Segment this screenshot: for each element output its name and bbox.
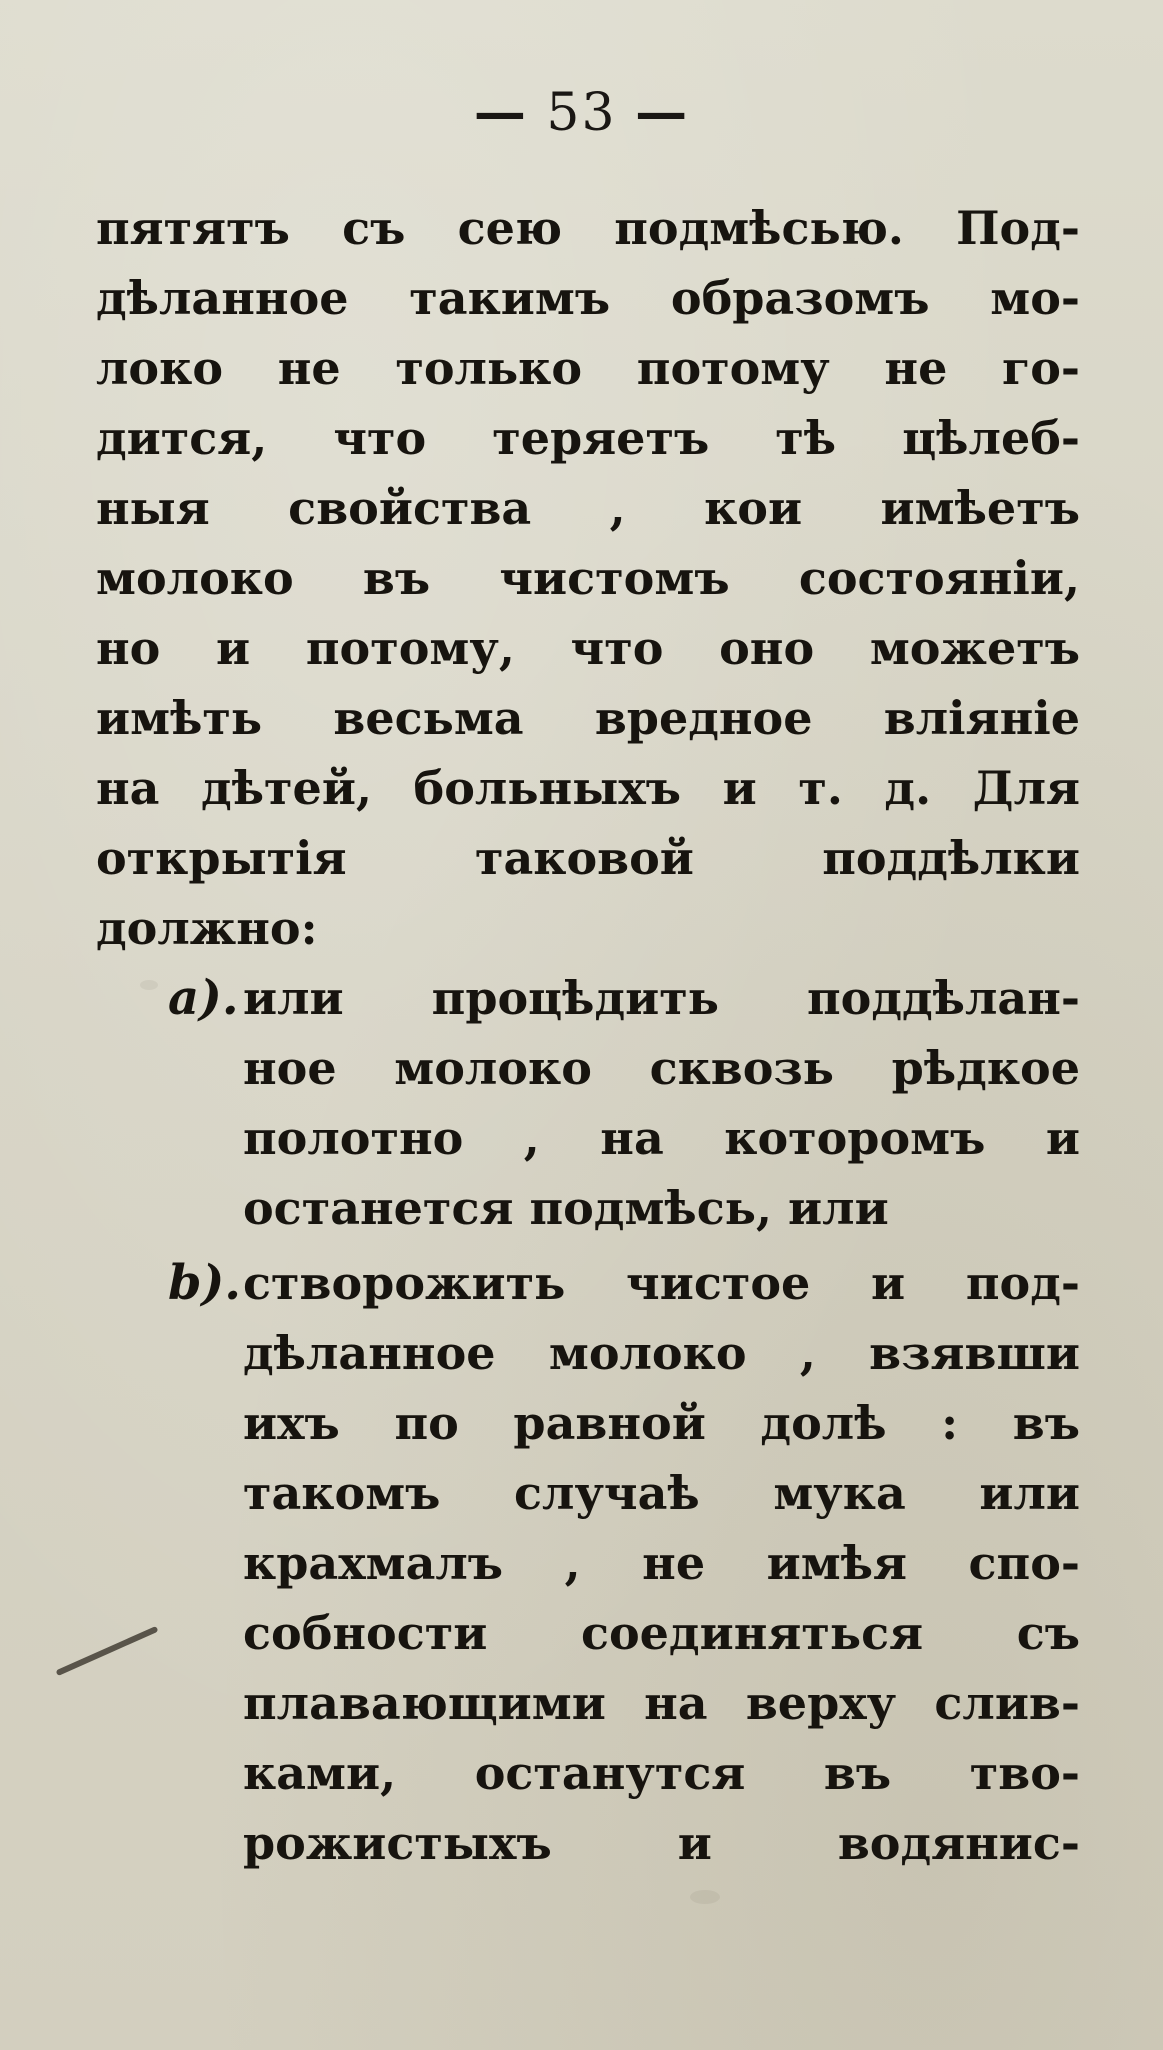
page-number-value: 53 xyxy=(546,83,617,143)
list-item-line: такомъ случаѣ мука или xyxy=(243,1466,1080,1520)
list-item-line: ихъ по равной долѣ : въ xyxy=(243,1396,1080,1450)
list-item-line: створожить чистое и под- xyxy=(243,1256,1080,1310)
list-marker-a: a). xyxy=(168,970,239,1026)
list-item-line: останется подмѣсь, или xyxy=(243,1181,889,1235)
text-line: но и потому, что оно можетъ xyxy=(96,621,1080,675)
text-line: ныя свойства , кои имѣетъ xyxy=(96,481,1080,535)
text-line: открытія таковой поддѣлки xyxy=(96,831,1080,885)
list-item-line: рожистыхъ и водянис- xyxy=(243,1816,1080,1870)
list-item-line: собности соединяться съ xyxy=(243,1606,1080,1660)
text-line: дится, что теряетъ тѣ цѣлеб- xyxy=(96,411,1080,465)
list-item-line: дѣланное молоко , взявши xyxy=(243,1326,1080,1380)
list-item-line: ное молоко сквозь рѣдкое xyxy=(243,1041,1080,1095)
text-line: имѣть весьма вредное вліяніе xyxy=(96,691,1080,745)
text-line: дѣланное такимъ образомъ мо- xyxy=(96,271,1080,325)
text-line: молоко въ чистомъ состояніи, xyxy=(96,551,1080,605)
ink-mark xyxy=(56,1626,159,1676)
list-marker-b: b). xyxy=(168,1255,241,1311)
text-line: должно: xyxy=(96,901,318,955)
list-item-line: или процѣдить поддѣлан- xyxy=(243,971,1080,1025)
page-number-dash-left: — xyxy=(473,82,528,143)
text-line: локо не только потому не го- xyxy=(96,341,1080,395)
text-line: на дѣтей, больныхъ и т. д. Для xyxy=(96,761,1080,815)
list-item-line: полотно , на которомъ и xyxy=(243,1111,1080,1165)
list-item-line: крахмалъ , не имѣя спо- xyxy=(243,1536,1080,1590)
page-number xyxy=(0,82,1163,143)
list-item-line: плавающими на верху слив- xyxy=(243,1676,1080,1730)
paper-stain xyxy=(140,980,158,990)
text-line: пятятъ съ сею подмѣсью. Под- xyxy=(96,201,1080,255)
paper-stain xyxy=(690,1890,720,1904)
list-item-line: ками, останутся въ тво- xyxy=(243,1746,1080,1800)
page-number-dash-right: — xyxy=(635,82,690,143)
